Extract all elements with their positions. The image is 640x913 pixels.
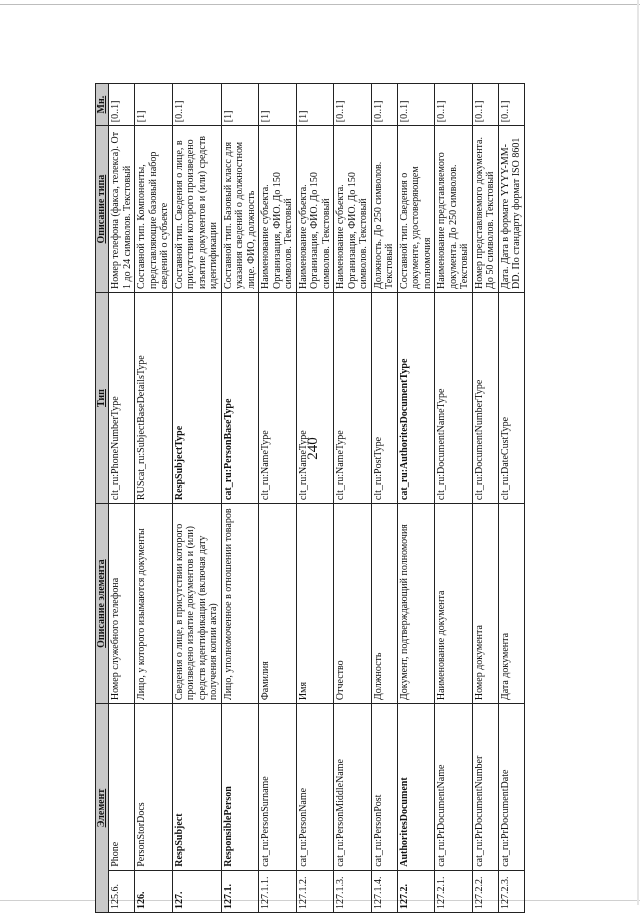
row-number: 127.1.4. [371, 870, 397, 912]
element-type: clt_ru:PhoneNumberType [109, 292, 135, 503]
table-row [259, 84, 297, 913]
table-row [135, 84, 173, 913]
element-name: AuthoritesDocument [397, 704, 435, 871]
element-type: clt_ru:NameType [259, 292, 297, 503]
row-number: 127.1.2. [296, 870, 334, 912]
table-row [296, 84, 334, 913]
type-description: Составной тип. Базовый класс для указания сведений о должностном лице. ФИО, должность [221, 126, 259, 293]
element-description: Номер служебного телефона [109, 504, 135, 704]
row-number: 127.2.2. [472, 870, 498, 912]
scan-edge-right [637, 0, 639, 905]
row-number: 126. [135, 870, 173, 912]
table-header-row [96, 84, 109, 913]
element-description: Наименование документа [435, 504, 473, 704]
row-number: 127.2.3. [498, 870, 524, 912]
rotated-table-wrapper [95, 83, 535, 913]
element-name: cat_ru:PrDocumentDate [498, 704, 524, 871]
element-name: cat_ru:PrDocumentNumber [472, 704, 498, 871]
type-description: Наименование субъекта. Организация, ФИО. До 150 символов. Текстовый [296, 126, 334, 293]
element-type: cat_ru:AuthoritesDocumentType [397, 292, 435, 503]
element-name: ResponsiblePerson [221, 704, 259, 871]
type-description: Наименование представляемого документа. До 250 символов. Текстовый [435, 126, 473, 293]
scan-edge-top [0, 4, 640, 5]
cardinality: [0..1] [371, 84, 397, 126]
element-name: cat_ru:PersonSurname [259, 704, 297, 871]
row-number: 127.1.1. [259, 870, 297, 912]
element-description: Имя [296, 504, 334, 704]
row-number: 127.1.3. [334, 870, 372, 912]
cardinality: [1] [221, 84, 259, 126]
header-element: Элемент [96, 704, 109, 913]
table-row [334, 84, 372, 913]
element-name: cat_ru:PersonMiddleName [334, 704, 372, 871]
table-row [371, 84, 397, 913]
element-description: Сведения о лице, в присутствии которого произведено изъятие документов и (или) средств идентификации (включая дату получения копии акта) [172, 504, 221, 704]
element-name: cat_ru:PersonPost [371, 704, 397, 871]
header-cardinality: Мн. [96, 84, 109, 126]
element-type: clt_ru:DocumentNumberType [472, 292, 498, 503]
element-type: clt_ru:DocumentNameType [435, 292, 473, 503]
type-description: Номер представляемого документа. До 50 символов. Текстовый [472, 126, 498, 293]
type-description: Составной тип. Компоненты, представляющие базовый набор сведений о субъекте [135, 126, 173, 293]
cardinality: [0..1] [498, 84, 524, 126]
table-row [221, 84, 259, 913]
row-number: 127.2.1. [435, 870, 473, 912]
header-type-desc: Описание типа [96, 126, 109, 293]
header-element-desc: Описание элемента [96, 504, 109, 704]
type-description: Наименование субъекта. Организация, ФИО. До 150 символов. Текстовый [334, 126, 372, 293]
element-table [95, 83, 525, 913]
type-description: Составной тип. Сведения о лице, в присутствии которого произведено изъятие документов и (или) средств идентификации [172, 126, 221, 293]
element-name: RespSubject [172, 704, 221, 871]
cardinality: [0..1] [397, 84, 435, 126]
element-name: PersonStorDocs [135, 704, 173, 871]
table-row [172, 84, 221, 913]
row-number: 125.6. [109, 870, 135, 912]
element-type: cat_ru:PersonBaseType [221, 292, 259, 503]
row-number: 127. [172, 870, 221, 912]
row-number: 127.1. [221, 870, 259, 912]
type-description: Наименование субъекта. Организация, ФИО. До 150 символов. Текстовый [259, 126, 297, 293]
table-row [109, 84, 135, 913]
cardinality: [0..1] [172, 84, 221, 126]
element-description: Лицо, у которого изымаются документы [135, 504, 173, 704]
element-description: Фамилия [259, 504, 297, 704]
element-name: Phone [109, 704, 135, 871]
type-description: Должность. До 250 символов. Текстовый [371, 126, 397, 293]
table-row [435, 84, 473, 913]
element-description: Лицо, уполномоченное в отношении товаров [221, 504, 259, 704]
cardinality: [1] [135, 84, 173, 126]
cardinality: [1] [259, 84, 297, 126]
cardinality: [0..1] [109, 84, 135, 126]
cardinality: [0..1] [334, 84, 372, 126]
element-description: Номер документа [472, 504, 498, 704]
element-type: clt_ru:NameType [296, 292, 334, 503]
type-description: Номер телефона (факса, телекса). От 1 до 24 символов. Текстовый [109, 126, 135, 293]
element-name: cat_ru:PersonName [296, 704, 334, 871]
element-type: RespSubjectType [172, 292, 221, 503]
cardinality: [1] [296, 84, 334, 126]
cardinality: [0..1] [472, 84, 498, 126]
table-row [397, 84, 435, 913]
element-description: Должность [371, 504, 397, 704]
element-name: cat_ru:PrDocumentName [435, 704, 473, 871]
page-number: 240 [304, 437, 321, 460]
type-description: Составной тип. Сведения о документе, удостоверяющем полномочия [397, 126, 435, 293]
element-description: Отчество [334, 504, 372, 704]
header-type: Тип [96, 292, 109, 503]
element-description: Дата документа [498, 504, 524, 704]
element-type: clt_ru:PostType [371, 292, 397, 503]
element-type: clt_ru:NameType [334, 292, 372, 503]
cardinality: [0..1] [435, 84, 473, 126]
element-type: clt_ru:DateCustType [498, 292, 524, 503]
row-number: 127.2. [397, 870, 435, 912]
table-row [472, 84, 498, 913]
table-row [498, 84, 524, 913]
element-description: Документ, подтверждающий полномочия [397, 504, 435, 704]
element-type: RUScat_ru:SubjectBaseDetailsType [135, 292, 173, 503]
type-description: Дата. Дата в формате YYYY-MM-DD. По стандарту формат ISO 8601 [498, 126, 524, 293]
